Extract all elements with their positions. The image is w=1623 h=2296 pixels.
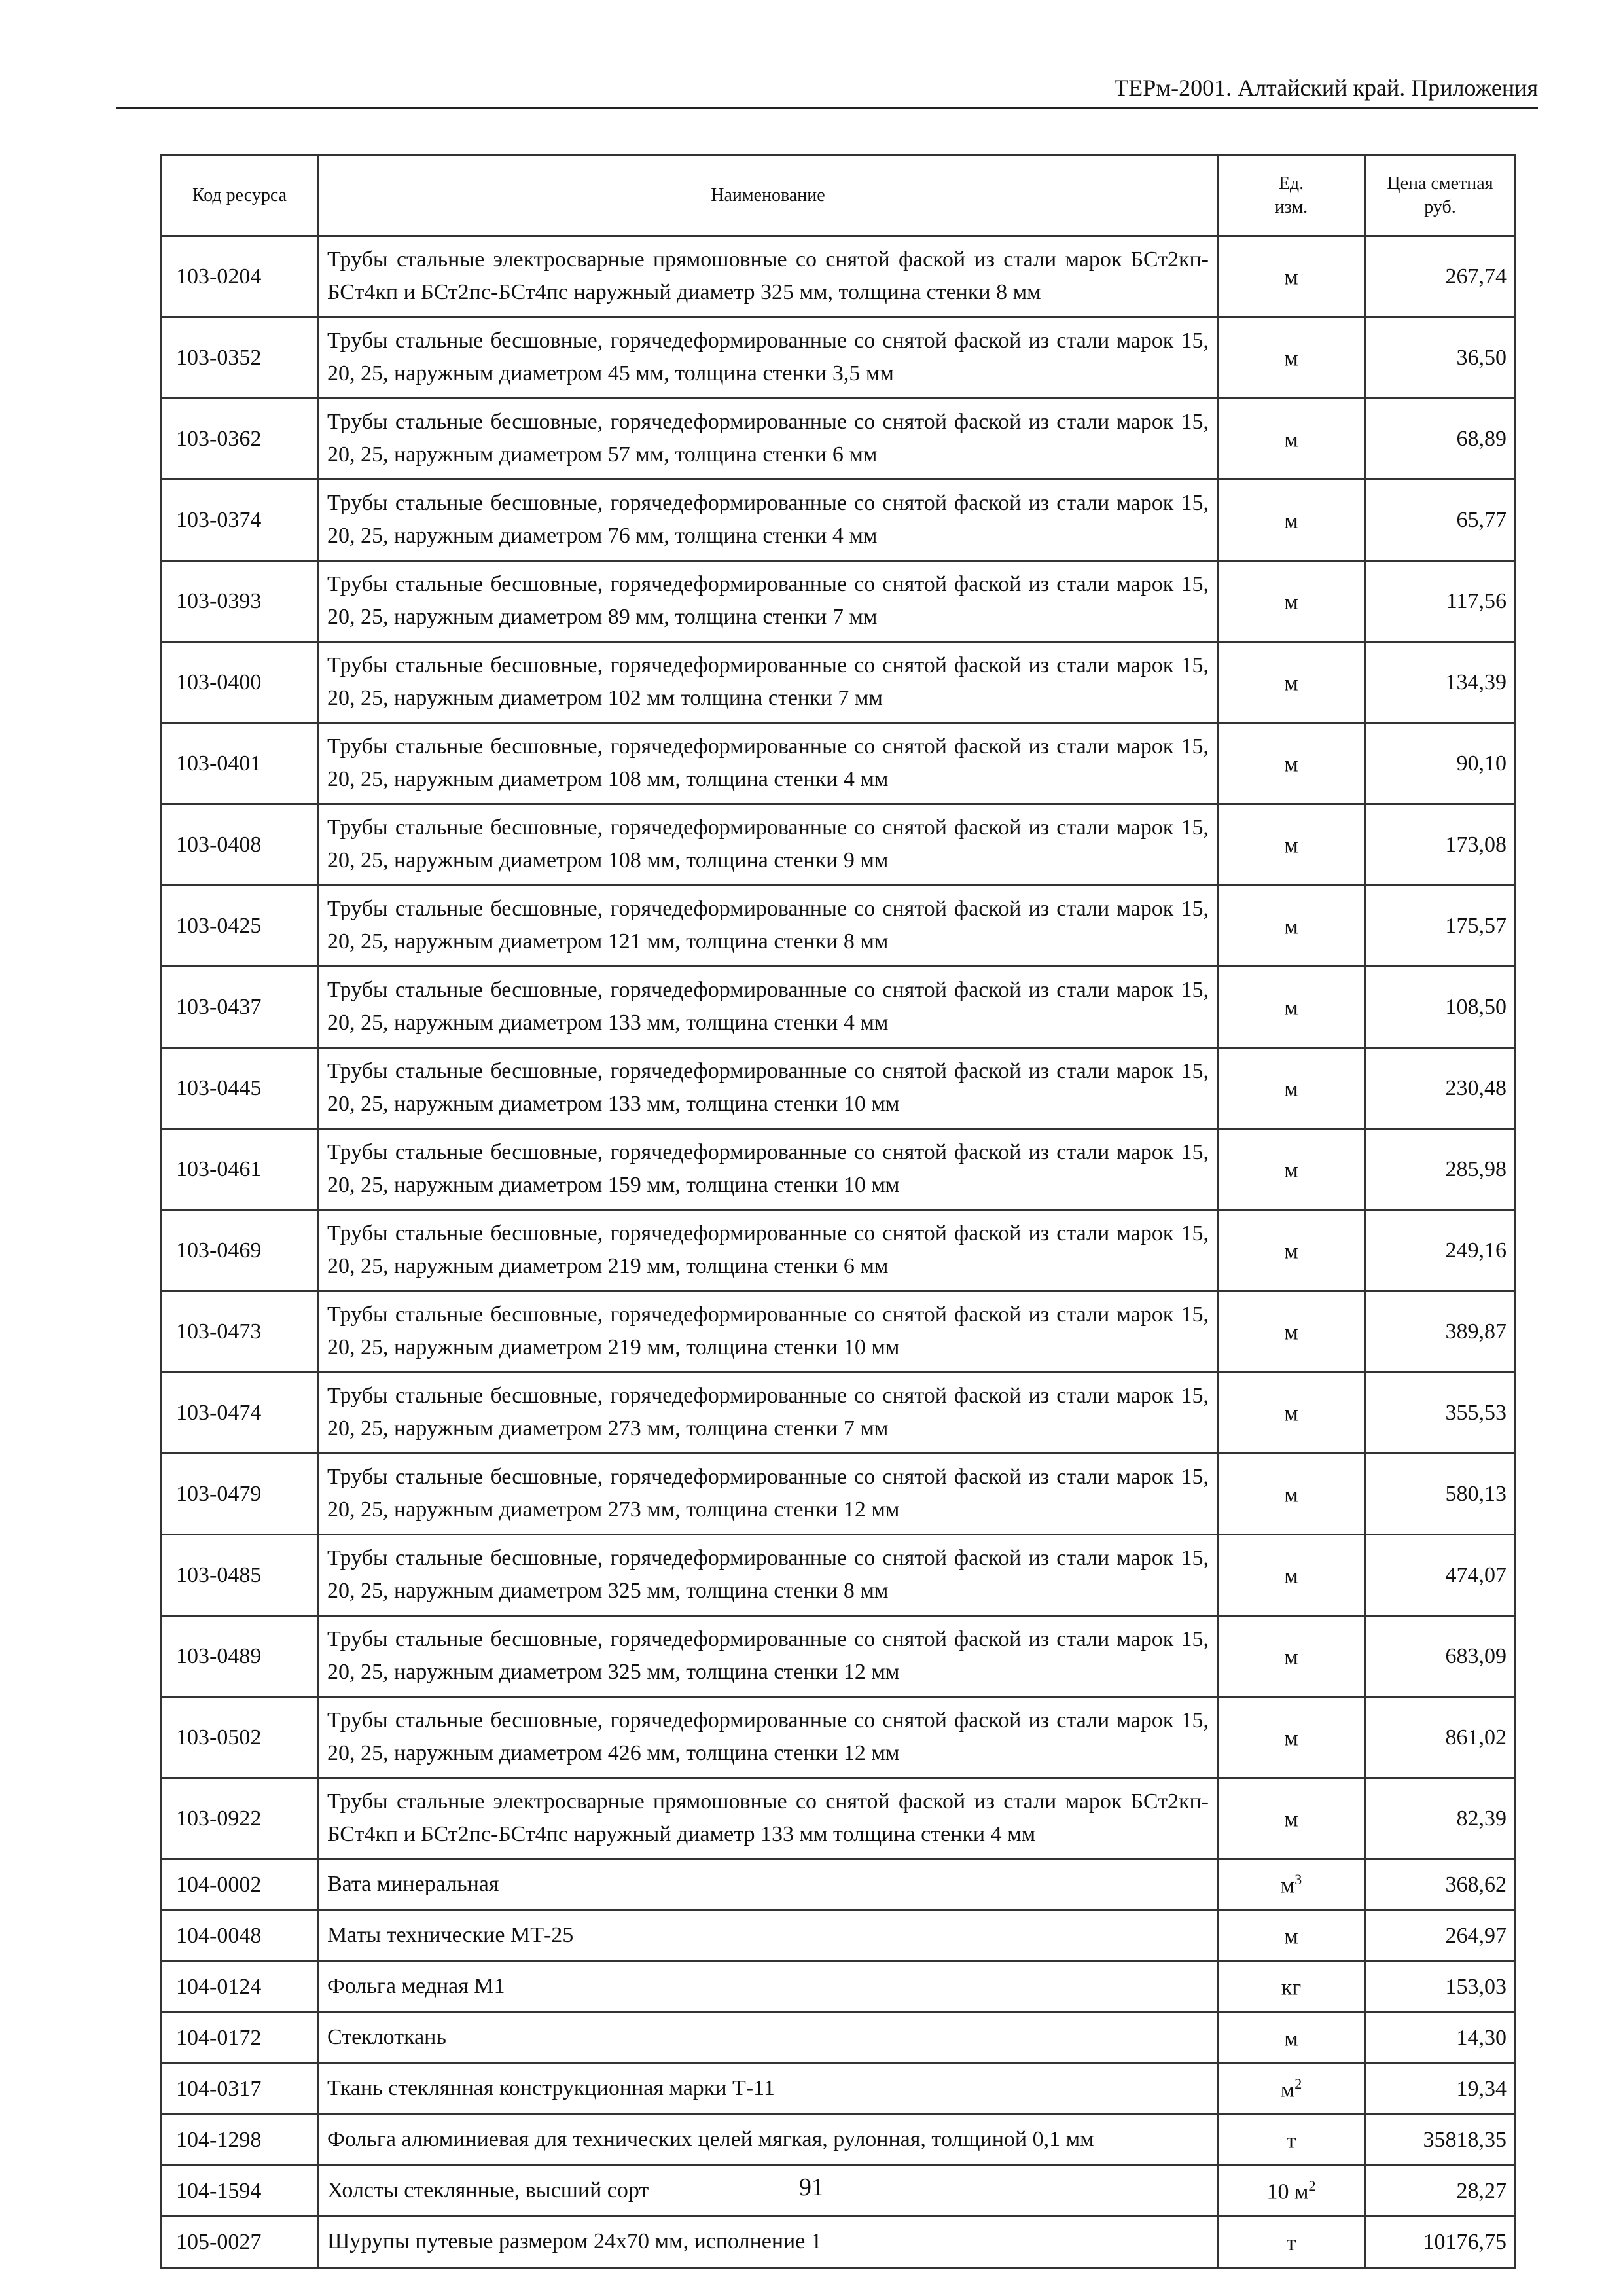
column-header-name [319, 156, 1218, 236]
resource-unit [1218, 804, 1365, 886]
unit-text: м [1284, 509, 1298, 533]
resource-code: 103-0408 [161, 804, 319, 886]
resource-code: 103-0469 [161, 1210, 319, 1291]
table-row [161, 317, 1516, 399]
resource-code: 103-0362 [161, 399, 319, 480]
resource-name: Трубы стальные бесшовные, горячедеформированные со снятой фаской из стали марок 15, 20, 25, наружным диаметром 133 мм, толщина стенки 4 мм [319, 967, 1218, 1048]
resource-unit [1218, 2217, 1365, 2268]
resource-price: 35818,35 [1365, 2115, 1516, 2166]
resource-code: 103-0474 [161, 1372, 319, 1454]
resource-unit [1218, 1778, 1365, 1859]
resource-code: 103-0479 [161, 1454, 319, 1535]
resource-unit [1218, 1616, 1365, 1697]
resource-name: Трубы стальные электросварные прямошовные со снятой фаской из стали марок БСт2кп-БСт4кп и БСт2пс-БСт4пс наружный диаметр 133 мм толщина стенки 4 мм [319, 1778, 1218, 1859]
table-row [161, 561, 1516, 642]
resource-code: 103-0401 [161, 723, 319, 804]
column-header-price [1365, 156, 1516, 236]
unit-text: м [1280, 2077, 1295, 2102]
resource-unit [1218, 1697, 1365, 1778]
resource-unit [1218, 886, 1365, 967]
resource-code: 104-0048 [161, 1910, 319, 1962]
resource-code: 104-1594 [161, 2166, 319, 2217]
unit-text: 10 м [1266, 2179, 1309, 2204]
resource-name: Вата минеральная [319, 1859, 1218, 1910]
resource-unit [1218, 1129, 1365, 1210]
resource-name: Трубы стальные электросварные прямошовные со снятой фаской из стали марок БСт2кп-БСт4кп и БСт2пс-БСт4пс наружный диаметр 325 мм, толщина стенки 8 мм [319, 236, 1218, 317]
column-header-price-line2: руб. [1424, 197, 1456, 217]
resource-name: Ткань стеклянная конструкционная марки Т-11 [319, 2064, 1218, 2115]
page-number: 91 [799, 2174, 824, 2201]
unit-text: кг [1281, 1975, 1302, 2000]
resource-unit [1218, 480, 1365, 561]
unit-text: м [1284, 2026, 1298, 2051]
resource-price: 861,02 [1365, 1697, 1516, 1778]
resource-name: Фольга медная М1 [319, 1962, 1218, 2013]
unit-text: м [1284, 914, 1298, 939]
table-row [161, 2217, 1516, 2268]
resource-code: 103-0393 [161, 561, 319, 642]
running-header: ТЕРм-2001. Алтайский край. Приложения [116, 73, 1538, 109]
resource-code: 103-0461 [161, 1129, 319, 1210]
resource-name: Трубы стальные бесшовные, горячедеформированные со снятой фаской из стали марок 15, 20, 25, наружным диаметром 57 мм, толщина стенки 6 мм [319, 399, 1218, 480]
unit-text: м [1284, 996, 1298, 1020]
table-row [161, 399, 1516, 480]
table-row [161, 1535, 1516, 1616]
resource-code: 104-0002 [161, 1859, 319, 1910]
column-header-code-label: Код ресурса [192, 185, 287, 206]
table-row [161, 967, 1516, 1048]
resource-code: 104-0124 [161, 1962, 319, 2013]
unit-text: м [1284, 427, 1298, 452]
resource-price: 264,97 [1365, 1910, 1516, 1962]
resource-price: 173,08 [1365, 804, 1516, 886]
unit-text: м [1284, 1482, 1298, 1507]
resource-unit [1218, 317, 1365, 399]
column-header-unit-line1: Ед. [1278, 173, 1304, 194]
resource-name: Трубы стальные бесшовные, горячедеформированные со снятой фаской из стали марок 15, 20, 25, наружным диаметром 121 мм, толщина стенки 8 мм [319, 886, 1218, 967]
resource-price: 68,89 [1365, 399, 1516, 480]
table-row [161, 1372, 1516, 1454]
resource-price: 389,87 [1365, 1291, 1516, 1372]
resource-name: Трубы стальные бесшовные, горячедеформированные со снятой фаской из стали марок 15, 20, 25, наружным диаметром 159 мм, толщина стенки 10 мм [319, 1129, 1218, 1210]
resource-name: Трубы стальные бесшовные, горячедеформированные со снятой фаской из стали марок 15, 20, 25, наружным диаметром 273 мм, толщина стенки 12 мм [319, 1454, 1218, 1535]
unit-text: т [1286, 2128, 1296, 2153]
resource-code: 103-0204 [161, 236, 319, 317]
resource-unit [1218, 2115, 1365, 2166]
unit-exponent: 2 [1294, 2075, 1302, 2092]
resource-price: 36,50 [1365, 317, 1516, 399]
resource-price: 355,53 [1365, 1372, 1516, 1454]
resource-price: 90,10 [1365, 723, 1516, 804]
unit-text: м [1284, 1564, 1298, 1588]
resource-code: 103-0489 [161, 1616, 319, 1697]
table-header-row [161, 156, 1516, 236]
table-row [161, 236, 1516, 317]
unit-text: м [1284, 346, 1298, 371]
resource-price: 580,13 [1365, 1454, 1516, 1535]
resource-price: 153,03 [1365, 1962, 1516, 2013]
table-row [161, 2013, 1516, 2064]
table-row [161, 1210, 1516, 1291]
resource-code: 103-0485 [161, 1535, 319, 1616]
resource-code: 103-0374 [161, 480, 319, 561]
resource-price: 368,62 [1365, 1859, 1516, 1910]
resource-name: Трубы стальные бесшовные, горячедеформированные со снятой фаской из стали марок 15, 20, 25, наружным диаметром 325 мм, толщина стенки 8 мм [319, 1535, 1218, 1616]
resource-price: 249,16 [1365, 1210, 1516, 1291]
resource-unit [1218, 1910, 1365, 1962]
resource-unit [1218, 236, 1365, 317]
resource-price: 65,77 [1365, 480, 1516, 561]
resource-price-table [160, 154, 1516, 2269]
column-header-price-line1: Цена сметная [1387, 173, 1493, 194]
resource-price: 474,07 [1365, 1535, 1516, 1616]
resource-price: 134,39 [1365, 642, 1516, 723]
resource-name: Трубы стальные бесшовные, горячедеформированные со снятой фаской из стали марок 15, 20, 25, наружным диаметром 426 мм, толщина стенки 12 мм [319, 1697, 1218, 1778]
resource-name: Трубы стальные бесшовные, горячедеформированные со снятой фаской из стали марок 15, 20, 25, наружным диаметром 102 мм толщина стенки 7 мм [319, 642, 1218, 723]
resource-unit [1218, 1210, 1365, 1291]
unit-text: м [1280, 1873, 1295, 1898]
unit-text: м [1284, 1645, 1298, 1670]
resource-price: 14,30 [1365, 2013, 1516, 2064]
resource-unit [1218, 2013, 1365, 2064]
column-header-code [161, 156, 319, 236]
table-row [161, 1616, 1516, 1697]
resource-code: 105-0027 [161, 2217, 319, 2268]
table-row [161, 480, 1516, 561]
unit-text: м [1284, 1726, 1298, 1751]
table-row [161, 723, 1516, 804]
resource-price: 230,48 [1365, 1048, 1516, 1129]
resource-unit [1218, 723, 1365, 804]
table-body [161, 236, 1516, 2268]
resource-name: Фольга алюминиевая для технических целей мягкая, рулонная, толщиной 0,1 мм [319, 2115, 1218, 2166]
unit-exponent: 3 [1294, 1871, 1302, 1888]
resource-code: 103-0502 [161, 1697, 319, 1778]
resource-code: 104-0317 [161, 2064, 319, 2115]
resource-code: 104-1298 [161, 2115, 319, 2166]
table-row [161, 1697, 1516, 1778]
unit-text: м [1284, 1077, 1298, 1102]
resource-code: 103-0400 [161, 642, 319, 723]
unit-text: т [1286, 2231, 1296, 2255]
unit-text: м [1284, 833, 1298, 858]
resource-name: Трубы стальные бесшовные, горячедеформированные со снятой фаской из стали марок 15, 20, 25, наружным диаметром 325 мм, толщина стенки 12 мм [319, 1616, 1218, 1697]
unit-text: м [1284, 265, 1298, 290]
resource-name: Трубы стальные бесшовные, горячедеформированные со снятой фаской из стали марок 15, 20, 25, наружным диаметром 45 мм, толщина стенки 3,5 мм [319, 317, 1218, 399]
table-row [161, 642, 1516, 723]
resource-price: 28,27 [1365, 2166, 1516, 2217]
resource-name: Трубы стальные бесшовные, горячедеформированные со снятой фаской из стали марок 15, 20, 25, наружным диаметром 108 мм, толщина стенки 4 мм [319, 723, 1218, 804]
table-row [161, 1859, 1516, 1910]
unit-text: м [1284, 1924, 1298, 1949]
resource-unit [1218, 1454, 1365, 1535]
column-header-name-label: Наименование [711, 185, 825, 206]
resource-unit [1218, 1859, 1365, 1910]
unit-text: м [1284, 1807, 1298, 1832]
unit-text: м [1284, 671, 1298, 696]
table-row [161, 2115, 1516, 2166]
resource-unit [1218, 2064, 1365, 2115]
resource-name: Трубы стальные бесшовные, горячедеформированные со снятой фаской из стали марок 15, 20, 25, наружным диаметром 133 мм, толщина стенки 10 мм [319, 1048, 1218, 1129]
resource-unit [1218, 967, 1365, 1048]
resource-price: 267,74 [1365, 236, 1516, 317]
table-row [161, 1778, 1516, 1859]
resource-code: 104-0172 [161, 2013, 319, 2064]
resource-name: Холсты стеклянные, высший сорт [319, 2166, 1218, 2217]
unit-text: м [1284, 1320, 1298, 1345]
resource-unit [1218, 561, 1365, 642]
resource-unit [1218, 642, 1365, 723]
resource-unit [1218, 1372, 1365, 1454]
resource-code: 103-0922 [161, 1778, 319, 1859]
unit-text: м [1284, 1239, 1298, 1264]
table-row [161, 804, 1516, 886]
resource-unit [1218, 1962, 1365, 2013]
resource-price: 117,56 [1365, 561, 1516, 642]
resource-price: 108,50 [1365, 967, 1516, 1048]
resource-price: 175,57 [1365, 886, 1516, 967]
resource-code: 103-0445 [161, 1048, 319, 1129]
table-row [161, 1129, 1516, 1210]
resource-name: Трубы стальные бесшовные, горячедеформированные со снятой фаской из стали марок 15, 20, 25, наружным диаметром 273 мм, толщина стенки 7 мм [319, 1372, 1218, 1454]
column-header-unit [1218, 156, 1365, 236]
table-row [161, 1910, 1516, 1962]
table-row [161, 1291, 1516, 1372]
resource-code: 103-0352 [161, 317, 319, 399]
unit-text: м [1284, 1401, 1298, 1426]
resource-name: Трубы стальные бесшовные, горячедеформированные со снятой фаской из стали марок 15, 20, 25, наружным диаметром 76 мм, толщина стенки 4 мм [319, 480, 1218, 561]
resource-unit [1218, 399, 1365, 480]
resource-code: 103-0425 [161, 886, 319, 967]
unit-text: м [1284, 590, 1298, 615]
resource-code: 103-0473 [161, 1291, 319, 1372]
resource-unit [1218, 1048, 1365, 1129]
unit-exponent: 2 [1308, 2177, 1316, 2194]
resource-unit [1218, 1535, 1365, 1616]
resource-name: Стеклоткань [319, 2013, 1218, 2064]
resource-unit [1218, 1291, 1365, 1372]
table-row [161, 886, 1516, 967]
table-row [161, 1454, 1516, 1535]
resource-price: 19,34 [1365, 2064, 1516, 2115]
resource-name: Маты технические МТ-25 [319, 1910, 1218, 1962]
resource-price: 285,98 [1365, 1129, 1516, 1210]
resource-name: Трубы стальные бесшовные, горячедеформированные со снятой фаской из стали марок 15, 20, 25, наружным диаметром 89 мм, толщина стенки 7 мм [319, 561, 1218, 642]
resource-price: 10176,75 [1365, 2217, 1516, 2268]
resource-price: 683,09 [1365, 1616, 1516, 1697]
resource-price: 82,39 [1365, 1778, 1516, 1859]
table-row [161, 2064, 1516, 2115]
column-header-unit-line2: изм. [1274, 197, 1308, 217]
resource-name: Трубы стальные бесшовные, горячедеформированные со снятой фаской из стали марок 15, 20, 25, наружным диаметром 219 мм, толщина стенки 10 мм [319, 1291, 1218, 1372]
table-row [161, 1048, 1516, 1129]
resource-name: Трубы стальные бесшовные, горячедеформированные со снятой фаской из стали марок 15, 20, 25, наружным диаметром 219 мм, толщина стенки 6 мм [319, 1210, 1218, 1291]
resource-code: 103-0437 [161, 967, 319, 1048]
unit-text: м [1284, 752, 1298, 777]
table-row [161, 1962, 1516, 2013]
unit-text: м [1284, 1158, 1298, 1183]
resource-name: Шурупы путевые размером 24х70 мм, исполнение 1 [319, 2217, 1218, 2268]
resource-name: Трубы стальные бесшовные, горячедеформированные со снятой фаской из стали марок 15, 20, 25, наружным диаметром 108 мм, толщина стенки 9 мм [319, 804, 1218, 886]
